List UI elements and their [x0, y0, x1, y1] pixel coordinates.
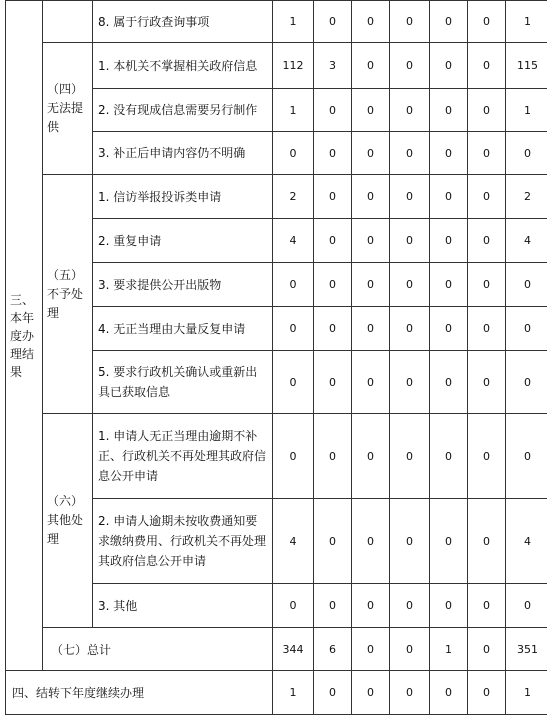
value-cell: [506, 628, 547, 671]
item-label: [93, 132, 273, 175]
value-cell: [352, 1, 390, 43]
value-cell-text: 6: [329, 642, 336, 656]
value-cell-text: 0: [329, 278, 336, 291]
value-cell-text: 0: [367, 642, 374, 656]
value-cell: [352, 584, 390, 628]
value-cell: [273, 351, 314, 414]
value-cell: [273, 584, 314, 628]
item-label: [93, 219, 273, 263]
value-cell: [314, 219, 352, 263]
value-cell-text: 0: [483, 686, 490, 699]
value-cell: [430, 671, 468, 715]
value-cell-text: 1: [289, 15, 297, 28]
item-label: [93, 307, 273, 351]
value-cell-text: 0: [524, 322, 531, 335]
value-cell-text: 0: [445, 449, 452, 463]
item-label: [93, 89, 273, 132]
value-cell-text: 0: [406, 190, 413, 203]
value-cell: [273, 499, 314, 584]
value-cell-text: 0: [406, 599, 413, 612]
value-cell: [273, 414, 314, 499]
value-cell: [390, 263, 430, 307]
value-cell: [430, 219, 468, 263]
value-cell-text: 0: [406, 375, 413, 389]
table-row: [6, 175, 547, 219]
value-cell: [430, 628, 468, 671]
value-cell: [430, 351, 468, 414]
section-4-label: [6, 671, 273, 715]
value-cell: [430, 132, 468, 175]
value-cell-text: 0: [445, 599, 452, 612]
value-cell: [468, 584, 506, 628]
value-cell-text: 0: [483, 322, 490, 335]
item-label: [93, 499, 273, 584]
value-cell: [390, 43, 430, 89]
value-cell: [314, 584, 352, 628]
value-cell-text: 3: [329, 59, 336, 72]
value-cell: [273, 175, 314, 219]
value-cell-text: 0: [329, 375, 336, 389]
value-cell-text: 0: [524, 375, 531, 389]
value-cell: [273, 263, 314, 307]
value-cell: [430, 584, 468, 628]
value-cell-text: 0: [367, 449, 374, 463]
value-cell: [352, 219, 390, 263]
value-cell-text: 0: [367, 278, 374, 291]
item-label-text: 5. 要求行政机关确认或重新出具已获取信息: [98, 365, 258, 399]
value-cell: [352, 351, 390, 414]
value-cell: [314, 89, 352, 132]
value-cell-text: 0: [289, 322, 297, 335]
value-cell-text: 0: [289, 599, 297, 612]
value-cell-text: 0: [445, 146, 452, 160]
item-label: [93, 584, 273, 628]
value-cell-text: 0: [329, 686, 336, 699]
value-cell: [430, 263, 468, 307]
value-cell: [506, 671, 547, 715]
value-cell-text: 1: [289, 686, 297, 699]
value-cell: [390, 89, 430, 132]
value-cell: [352, 499, 390, 584]
value-cell-text: 0: [406, 146, 413, 160]
value-cell-text: 0: [289, 146, 297, 160]
total-label-text: （七）总计: [51, 642, 112, 657]
value-cell-text: 0: [483, 278, 490, 291]
value-cell-text: 0: [289, 375, 297, 389]
value-cell: [506, 307, 547, 351]
value-cell: [390, 671, 430, 715]
value-cell: [506, 351, 547, 414]
value-cell-text: 0: [367, 534, 374, 548]
value-cell: [468, 628, 506, 671]
value-cell-text: 0: [406, 103, 413, 117]
group-label: [43, 414, 93, 628]
value-cell-text: 0: [329, 15, 336, 28]
item-label-text: 1. 信访举报投诉类申请: [98, 189, 222, 204]
item-label-text: 2. 申请人逾期未按收费通知要求缴纳费用、行政机关不再处理其政府信息公开申请: [98, 514, 267, 568]
value-cell: [468, 219, 506, 263]
value-cell-text: 0: [329, 599, 336, 612]
value-cell: [314, 351, 352, 414]
value-cell: [430, 175, 468, 219]
value-cell-text: 0: [367, 103, 374, 117]
results-table: [5, 0, 547, 715]
value-cell: [468, 263, 506, 307]
value-cell-text: 112: [282, 59, 304, 72]
value-cell-text: 0: [329, 190, 336, 203]
value-cell: [390, 175, 430, 219]
value-cell-text: 0: [329, 103, 336, 117]
value-cell: [390, 1, 430, 43]
value-cell: [390, 132, 430, 175]
value-cell: [430, 499, 468, 584]
item-label-text: 2. 没有现成信息需要另行制作: [98, 103, 258, 117]
value-cell: [506, 89, 547, 132]
value-cell-text: 4: [289, 534, 297, 548]
value-cell-text: 0: [406, 449, 413, 463]
value-cell: [506, 263, 547, 307]
value-cell-text: 0: [367, 375, 374, 389]
group-label-text: （六）其他处理: [47, 494, 84, 546]
value-cell: [314, 628, 352, 671]
group-continued-cell: [43, 1, 93, 43]
item-label-text: 1. 本机关不掌握相关政府信息: [98, 58, 258, 73]
item-label-text: 3. 要求提供公开出版物: [98, 277, 222, 292]
value-cell: [468, 175, 506, 219]
item-label: [93, 1, 273, 43]
value-cell-text: 0: [367, 234, 374, 247]
table-row: [6, 43, 547, 89]
value-cell-text: 0: [367, 190, 374, 203]
value-cell-text: 0: [329, 146, 336, 160]
value-cell: [314, 307, 352, 351]
value-cell-text: 0: [524, 146, 531, 160]
value-cell-text: 0: [483, 599, 490, 612]
value-cell: [273, 89, 314, 132]
value-cell-text: 0: [406, 59, 413, 72]
value-cell-text: 0: [367, 15, 374, 28]
value-cell-text: 0: [367, 59, 374, 72]
value-cell: [390, 219, 430, 263]
value-cell: [273, 1, 314, 43]
value-cell: [314, 1, 352, 43]
value-cell: [430, 414, 468, 499]
value-cell-text: 0: [406, 534, 413, 548]
value-cell: [314, 175, 352, 219]
value-cell: [390, 584, 430, 628]
value-cell: [352, 307, 390, 351]
value-cell-text: 0: [524, 449, 531, 463]
value-cell: [506, 219, 547, 263]
item-label-text: 3. 其他: [98, 598, 138, 613]
value-cell-text: 0: [367, 686, 374, 699]
item-label: [93, 351, 273, 414]
value-cell-text: 0: [445, 190, 452, 203]
item-label-text: 2. 重复申请: [98, 233, 162, 248]
group-label-text: （四）无法提供: [47, 82, 84, 134]
value-cell: [352, 414, 390, 499]
value-cell: [273, 43, 314, 89]
value-cell: [352, 132, 390, 175]
value-cell: [430, 307, 468, 351]
value-cell-text: 0: [367, 322, 374, 335]
section-3-label: [6, 1, 43, 671]
value-cell-text: 0: [329, 449, 336, 463]
value-cell: [506, 1, 547, 43]
value-cell: [273, 132, 314, 175]
value-cell-text: 2: [524, 190, 531, 203]
value-cell-text: 0: [329, 322, 336, 335]
value-cell-text: 2: [289, 190, 297, 203]
value-cell: [314, 499, 352, 584]
value-cell-text: 0: [524, 278, 531, 291]
section-4-label-text: 四、结转下年度继续办理: [12, 686, 145, 700]
value-cell: [468, 307, 506, 351]
value-cell-text: 4: [524, 534, 531, 548]
value-cell-text: 1: [289, 103, 297, 117]
value-cell: [506, 584, 547, 628]
item-label-text: 3. 补正后申请内容仍不明确: [98, 146, 246, 160]
item-label-text: 8. 属于行政查询事项: [98, 14, 210, 29]
value-cell-text: 0: [483, 103, 490, 117]
value-cell: [506, 132, 547, 175]
value-cell: [506, 414, 547, 499]
item-label-text: 1. 申请人无正当理由逾期不补正、行政机关不再处理其政府信息公开申请: [98, 429, 267, 483]
value-cell-text: 0: [329, 234, 336, 247]
value-cell: [352, 263, 390, 307]
value-cell-text: 1: [524, 15, 531, 28]
value-cell: [314, 132, 352, 175]
section-3-label-text: 三、本年度办理结果: [10, 292, 35, 379]
value-cell-text: 351: [517, 642, 538, 656]
value-cell: [430, 43, 468, 89]
table-row: [6, 1, 547, 43]
value-cell: [390, 351, 430, 414]
value-cell-text: 0: [483, 642, 490, 656]
group-label-text: （五）不予处理: [47, 267, 84, 320]
value-cell-text: 0: [483, 234, 490, 247]
value-cell-text: 115: [517, 59, 538, 72]
value-cell: [273, 628, 314, 671]
value-cell: [390, 499, 430, 584]
value-cell-text: 0: [445, 103, 452, 117]
value-cell: [352, 628, 390, 671]
item-label: [93, 263, 273, 307]
value-cell: [506, 499, 547, 584]
value-cell-text: 0: [406, 322, 413, 335]
value-cell: [314, 414, 352, 499]
value-cell-text: 0: [483, 190, 490, 203]
value-cell: [430, 89, 468, 132]
value-cell: [352, 671, 390, 715]
value-cell-text: 0: [445, 686, 452, 699]
value-cell-text: 0: [367, 599, 374, 612]
table-row: [6, 414, 547, 499]
value-cell-text: 1: [524, 686, 531, 699]
value-cell: [506, 43, 547, 89]
value-cell: [314, 671, 352, 715]
value-cell: [273, 671, 314, 715]
value-cell-text: 0: [445, 375, 452, 389]
total-row: [6, 628, 547, 671]
value-cell-text: 344: [282, 642, 304, 656]
group-label: [43, 43, 93, 175]
value-cell-text: 0: [289, 449, 297, 463]
value-cell: [468, 132, 506, 175]
value-cell: [468, 89, 506, 132]
value-cell-text: 0: [483, 59, 490, 72]
value-cell-text: 0: [483, 449, 490, 463]
value-cell-text: 0: [445, 322, 452, 335]
value-cell-text: 1: [445, 642, 452, 656]
value-cell-text: 0: [289, 278, 297, 291]
value-cell-text: 0: [445, 278, 452, 291]
value-cell-text: 4: [289, 234, 297, 247]
value-cell-text: 0: [483, 146, 490, 160]
value-cell-text: 0: [406, 642, 413, 656]
value-cell: [273, 307, 314, 351]
value-cell-text: 0: [445, 234, 452, 247]
value-cell: [314, 263, 352, 307]
item-label: [93, 175, 273, 219]
value-cell: [352, 89, 390, 132]
value-cell: [390, 414, 430, 499]
value-cell: [468, 414, 506, 499]
value-cell-text: 0: [445, 534, 452, 548]
value-cell: [468, 1, 506, 43]
value-cell-text: 0: [406, 686, 413, 699]
value-cell: [352, 43, 390, 89]
value-cell-text: 0: [329, 534, 336, 548]
value-cell: [468, 499, 506, 584]
group-label: [43, 175, 93, 414]
value-cell-text: 0: [406, 15, 413, 28]
total-label: [43, 628, 273, 671]
value-cell-text: 0: [367, 146, 374, 160]
item-label: [93, 43, 273, 89]
value-cell: [314, 43, 352, 89]
item-label: [93, 414, 273, 499]
value-cell-text: 4: [524, 234, 531, 247]
value-cell: [430, 1, 468, 43]
value-cell-text: 1: [524, 103, 531, 117]
value-cell: [468, 671, 506, 715]
value-cell: [506, 175, 547, 219]
value-cell-text: 0: [524, 599, 531, 612]
value-cell-text: 0: [483, 15, 490, 28]
value-cell-text: 0: [483, 375, 490, 389]
value-cell: [352, 175, 390, 219]
value-cell: [468, 351, 506, 414]
item-label-text: 4. 无正当理由大量反复申请: [98, 321, 246, 336]
value-cell: [468, 43, 506, 89]
value-cell-text: 0: [445, 59, 452, 72]
carryover-row: [6, 671, 547, 715]
value-cell-text: 0: [445, 15, 452, 28]
value-cell: [390, 628, 430, 671]
value-cell-text: 0: [406, 278, 413, 291]
value-cell: [390, 307, 430, 351]
value-cell: [273, 219, 314, 263]
value-cell-text: 0: [483, 534, 490, 548]
value-cell-text: 0: [406, 234, 413, 247]
